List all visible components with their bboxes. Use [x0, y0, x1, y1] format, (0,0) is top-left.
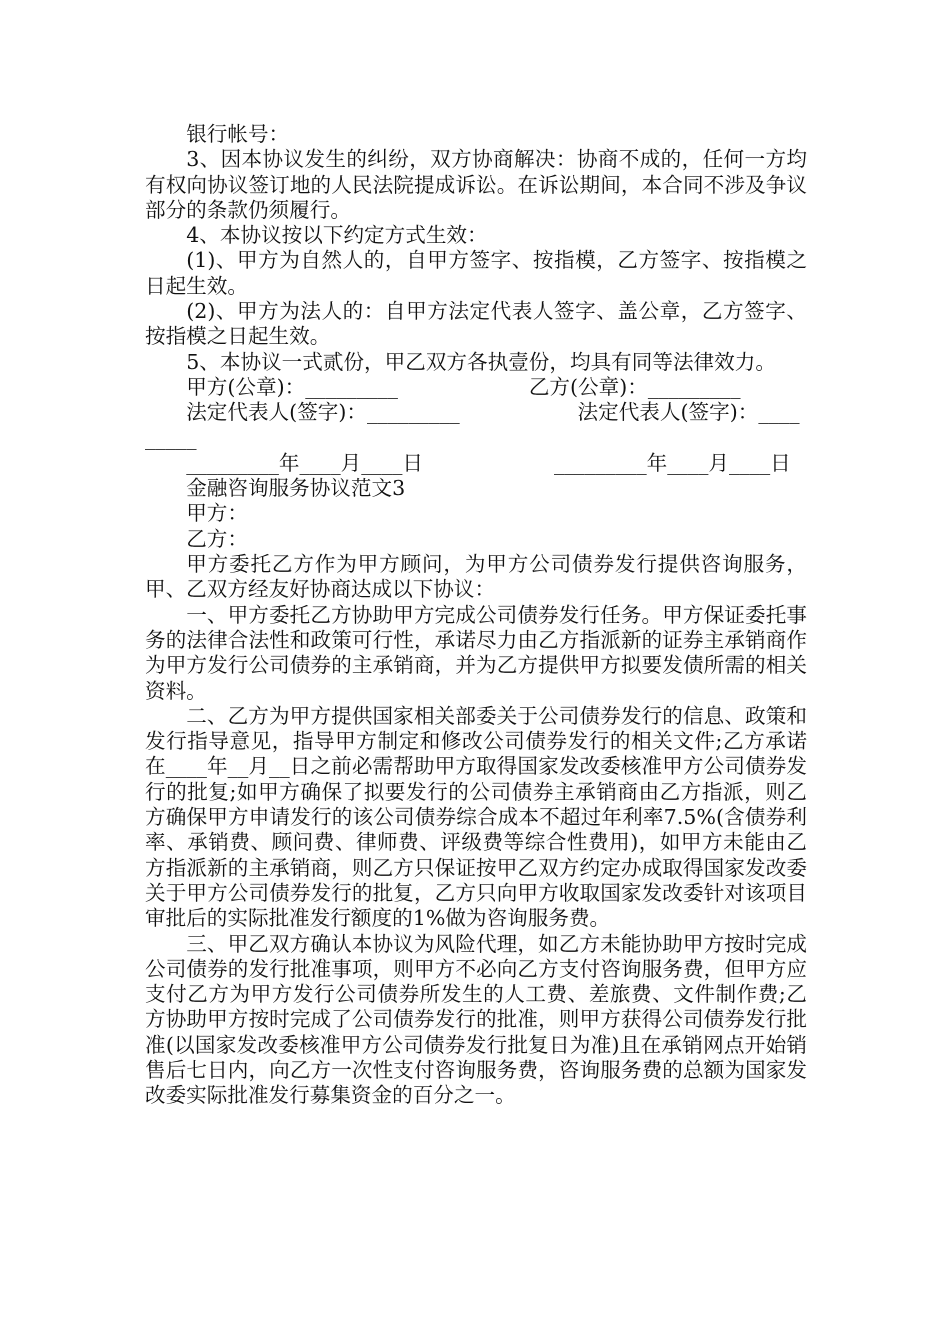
signature-legal-rep-line: 法定代表人(签字)：_________ 法定代表人(签字)：_________ [145, 400, 800, 450]
party-a-label: 甲方： [186, 501, 248, 526]
bank-account-line: 银行帐号： [186, 122, 290, 146]
document-page [145, 122, 807, 1109]
clause-copies: 5、本协议一式贰份，甲乙双方各执壹份，均具有同等法律效力。 [186, 349, 776, 374]
body-article-1: 一、甲方委托乙方协助甲方完成公司债券发行任务。甲方保证委托事务的法律合法性和政策可行性，承诺尽力由乙方指派新的证券主承销商作为甲方发行公司债券的主承销商，并为乙方提供甲方拟要发债所需的相关资料。 [145, 602, 807, 703]
body-article-3: 三、甲乙双方确认本协议为风险代理，如乙方未能协助甲方按时完成公司债券的发行批准事项，则甲方不必向乙方支付咨询服务费，但甲方应支付乙方为甲方发行公司债券所发生的人工费、差旅费、文件制作费;乙方协助甲方按时完成了公司债券发行的批准，则甲方获得公司债券发行批准(以国家发改委核准甲方公司债券发行批复日为准)且在承销网点开始销售后七日内，向乙方一次性支付咨询服务费，咨询服务费的总额为国家发改委实际批准发行募集资金的百分之一。 [145, 931, 807, 1108]
clause-effect-natural-person: (1)、甲方为自然人的，自甲方签字、按指模，乙方签字、按指模之日起生效。 [145, 248, 807, 298]
party-b-label: 乙方： [186, 526, 248, 551]
clause-effect: 4、本协议按以下约定方式生效： [186, 223, 488, 248]
clause-dispute: 3、因本协议发生的纠纷，双方协商解决：协商不成的，任何一方均有权向协议签订地的人民法院提成诉讼。在诉讼期间，本合同不涉及争议部分的条款仍须履行。 [145, 147, 807, 222]
body-article-2: 二、乙方为甲方提供国家相关部委关于公司债券发行的信息、政策和发行指导意见，指导甲方制定和修改公司债券发行的相关文件;乙方承诺在____年__月__日之前必需帮助甲方取得国家发改委核准甲方公司债券发行的批复;如甲方确保了拟要发行的公司债券主承销商由乙方指派，则乙方确保甲方申请发行的该公司债券综合成本不超过年利率7.5%(含债券利率、承销费、顾问费、律师费、评级费等综合性费用)，如甲方未能由乙方指派新的主承销商，则乙方只保证按甲乙双方约定办成取得国家发改委关于甲方公司债券发行的批复，乙方只向甲方收取国家发改委针对该项目审批后的实际批准发行额度的1%做为咨询服务费。 [145, 703, 807, 931]
body-intro: 甲方委托乙方作为甲方顾问，为甲方公司债券发行提供咨询服务，甲、乙双方经友好协商达成以下协议： [145, 552, 807, 602]
signature-seal-line: 甲方(公章)：_________ 乙方(公章)：_________ [186, 374, 741, 399]
signature-date-line: _________年____月____日 _________年____月____日 [186, 450, 791, 475]
section-title: 金融咨询服务协议范文3 [186, 476, 406, 501]
clause-effect-legal-person: (2)、甲方为法人的：自甲方法定代表人签字、盖公章，乙方签字、按指模之日起生效。 [145, 299, 807, 349]
